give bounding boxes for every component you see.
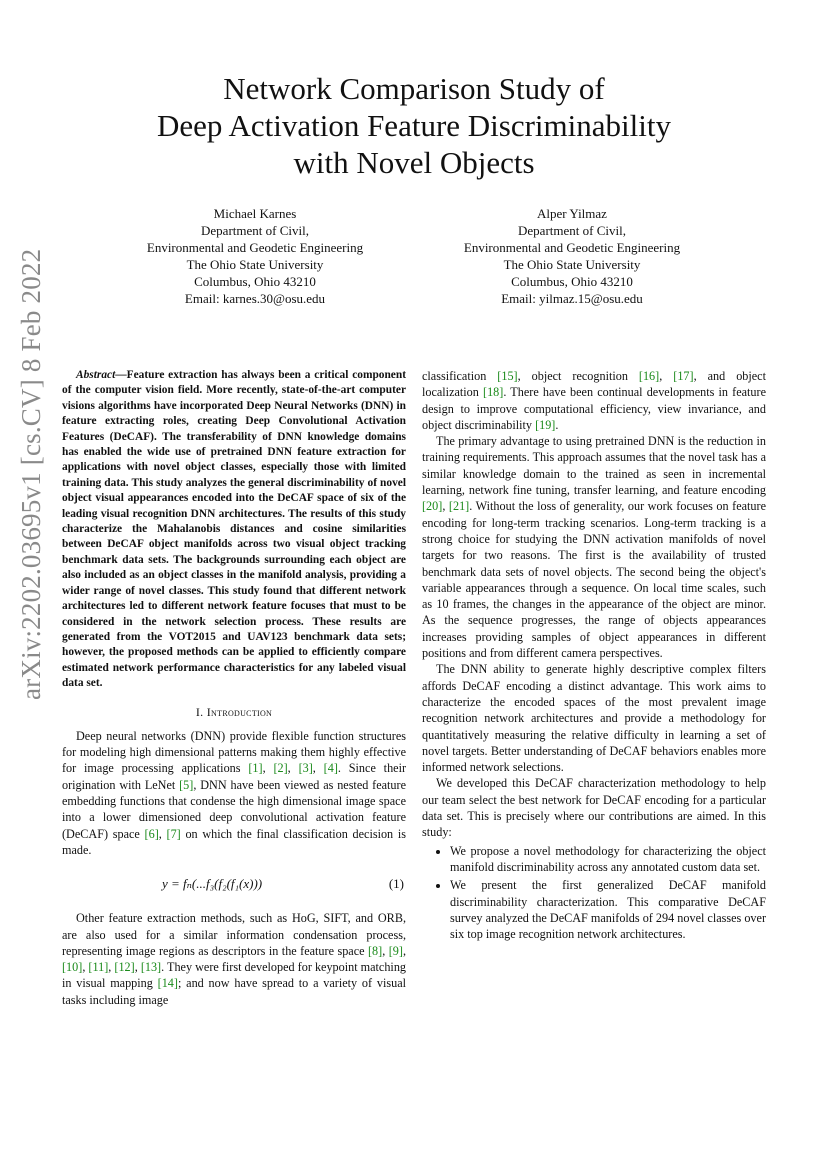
title-line-3: with Novel Objects [293,145,535,180]
author-location: Columbus, Ohio 43210 [511,274,633,289]
author-email: Email: yilmaz.15@osu.edu [501,291,643,306]
citation-link[interactable]: [12] [114,960,135,975]
citation-link[interactable]: [16] [638,369,660,383]
paper-title [64,70,764,181]
text-run: . Since their origination with LeNet [62,761,407,792]
author-block-yilmaz [422,205,722,307]
citation-link[interactable]: [3] [298,761,313,776]
right-paragraph-2 [422,433,766,661]
text-run: The primary advantage to using pretrained DNN is the reduction in training requirements. This approach assumes that the novel task has a similar knowledge domain to the trained as seen in incremental learning, network fine tuning, transfer learning, and feature encoding [422,434,766,498]
author-dept-2: Environmental and Geodetic Engineering [463,240,681,255]
text-run: . They were first developed for keypoint matching in visual mapping [62,960,407,991]
text-run: , [312,761,324,776]
text-run: on which the final classification decision is made. [62,826,406,857]
abstract [62,368,406,692]
citation-link[interactable]: [5] [179,777,194,792]
text-run: , [82,960,89,975]
author-block-karnes [105,205,405,307]
citation-link[interactable]: [2] [273,761,288,776]
text-run: . [555,417,559,432]
text-run: , [134,960,141,975]
citation-link[interactable]: [10] [62,960,83,975]
text-run: , and object localization [422,369,766,400]
author-location: Columbus, Ohio 43210 [194,274,316,289]
text-run: , [108,960,115,975]
text-run: , [402,943,406,958]
text-run: , [158,826,167,841]
citation-link[interactable]: [17] [673,369,694,383]
text-run: , [262,761,274,776]
citation-link[interactable]: [19] [535,417,556,432]
text-run: Deep neural networks (DNN) provide flexible function structures for modeling high dimensional patterns making them highly effective for image processing applications [62,728,406,776]
text-run: Other feature extraction methods, such as HoG, SIFT, and ORB, are also used for a similar information condensation process, representing image regions as descriptors in the feature space [62,911,406,958]
citation-link[interactable]: [7] [166,826,181,841]
text-run: classification [422,369,498,383]
text-run: ; and now have spread to a variety of visual tasks including image [62,976,406,1007]
text-run: . Without the loss of generality, our work focuses on feature encoding for long-term tracking scenarios. Long-term tracking is a strong choice for studying the DNN activation manifolds of novel targets for two reasons. The first is the availability of trusted benchmark data sets of novel objects. The second being the object's variable appearances through a sequence. On local time scales, such as 10 frames, the changes in the appearance of the object are minor. As the sequence progresses, the range of objects appearances increases providing samples of object appearances in different positions and from different camera perspectives. [422,499,766,661]
author-email: Email: karnes.30@osu.edu [184,291,326,306]
text-run: , [442,499,449,514]
equation-body: y = fₙ(...f₃(f₂(f₁(x))) [162,876,263,892]
list-item: • We present the first generalized DeCAF manifold discriminability characterization. This comparative DeCAF survey analyzed the DeCAF manifolds of 294 novel classes over six top image recognition network architectures. [450,877,766,942]
left-column [62,368,406,1008]
abstract-label: Abstract [76,369,116,381]
citation-link[interactable]: [11] [88,960,109,975]
author-dept-1: Department of Civil, [201,223,309,238]
citation-link[interactable]: [1] [248,761,263,776]
citation-link[interactable]: [8] [368,943,383,958]
author-dept-2: Environmental and Geodetic Engineering [146,240,364,255]
author-dept-1: Department of Civil, [518,223,626,238]
equation-number: (1) [388,876,404,892]
citation-link[interactable]: [13] [140,960,162,975]
author-university: The Ohio State University [186,257,324,272]
text-run: , [287,761,299,776]
text-run: , object recognition [517,369,639,383]
author-university: The Ohio State University [503,257,641,272]
title-line-2: Deep Activation Feature Discriminability [157,108,671,143]
intro-paragraph-2 [62,910,406,1008]
citation-link[interactable]: [14] [157,976,178,991]
equation-1 [62,876,406,898]
text-run: , [382,943,389,958]
right-paragraph-3: The DNN ability to generate highly descriptive complex filters affords DeCAF encoding a distinct advantage. This work aims to characterize the encoded spaces of the most prevalent image recognition network architectures and provide a methodology for quantitatively measuring the relative difficulty in learning a set of novel targets. Better understanding of DeCAF behaviors enables more informed network selections. [422,662,766,775]
abstract-text: —Feature extraction has always been a critical component of the computer vision field. More recently, state-of-the-art computer visions algorithms have incorporated Deep Neural Networks (DNN) in feature extracting roles, creating Deep Convolutional Activation Features (DeCAF). The transferability of DNN knowledge domains has enabled the wide use of pretrained DNN feature extraction for applications with novel object classes, especially those with limited training data. This study analyzes the general discriminability of novel object visual appearances encoded into the DeCAF space of six of the leading visual recognition DNN architectures. The results of this study characterize the Mahalanobis distances and cosine similarities between DeCAF object manifolds across two visual object tracking benchmark data sets. The backgrounds surrounding each object are also included as an object classes in the manifold analysis, providing a wider range of novel classes. This study found that different network architectures led to different network feature focuses that must to be considered in the network selection process. These results are generated from the VOT2015 and UAV123 benchmark data sets; however, the proposed methods can be applied to efficiently compare estimated network performance characteristics for any labeled visual data set. [62,369,406,690]
list-item: • We propose a novel methodology for characterizing the object manifold discriminability across any annotated custom data set. [450,843,766,876]
text-run: . There have been continual developments in feature design to improve computational efficiency, view invariance, and object discriminability [422,385,766,432]
citation-link[interactable]: [20] [422,499,443,514]
right-paragraph-1 [422,368,766,433]
citation-link[interactable]: [4] [323,761,338,776]
title-line-1: Network Comparison Study of [223,71,605,106]
text-run: , DNN have been viewed as nested feature embedding functions that condense the high dimensional image space into a lower dimensioned deep convolutional activation feature (DeCAF) space [62,777,406,841]
right-paragraph-4: We developed this DeCAF characterization methodology to help our team select the best network for DeCAF encoding for a particular data set. This is precisely where our contributions are aimed. In this study: [422,776,766,840]
citation-link[interactable]: [6] [144,826,159,841]
citation-link[interactable]: [9] [388,943,403,958]
text-run: , [659,369,674,383]
citation-link[interactable]: [21] [448,499,470,514]
author-name: Michael Karnes [213,206,297,221]
author-name: Alper Yilmaz [537,206,607,221]
arxiv-identifier: arXiv:2202.03695v1 [cs.CV] 8 Feb 2022 [16,248,46,700]
citation-link[interactable]: [18] [483,385,504,400]
section-heading-introduction: I. Introduction [195,704,273,719]
intro-paragraph-1 [62,728,406,858]
contributions-list [422,843,766,943]
right-column [422,368,766,944]
citation-link[interactable]: [15] [497,369,518,383]
